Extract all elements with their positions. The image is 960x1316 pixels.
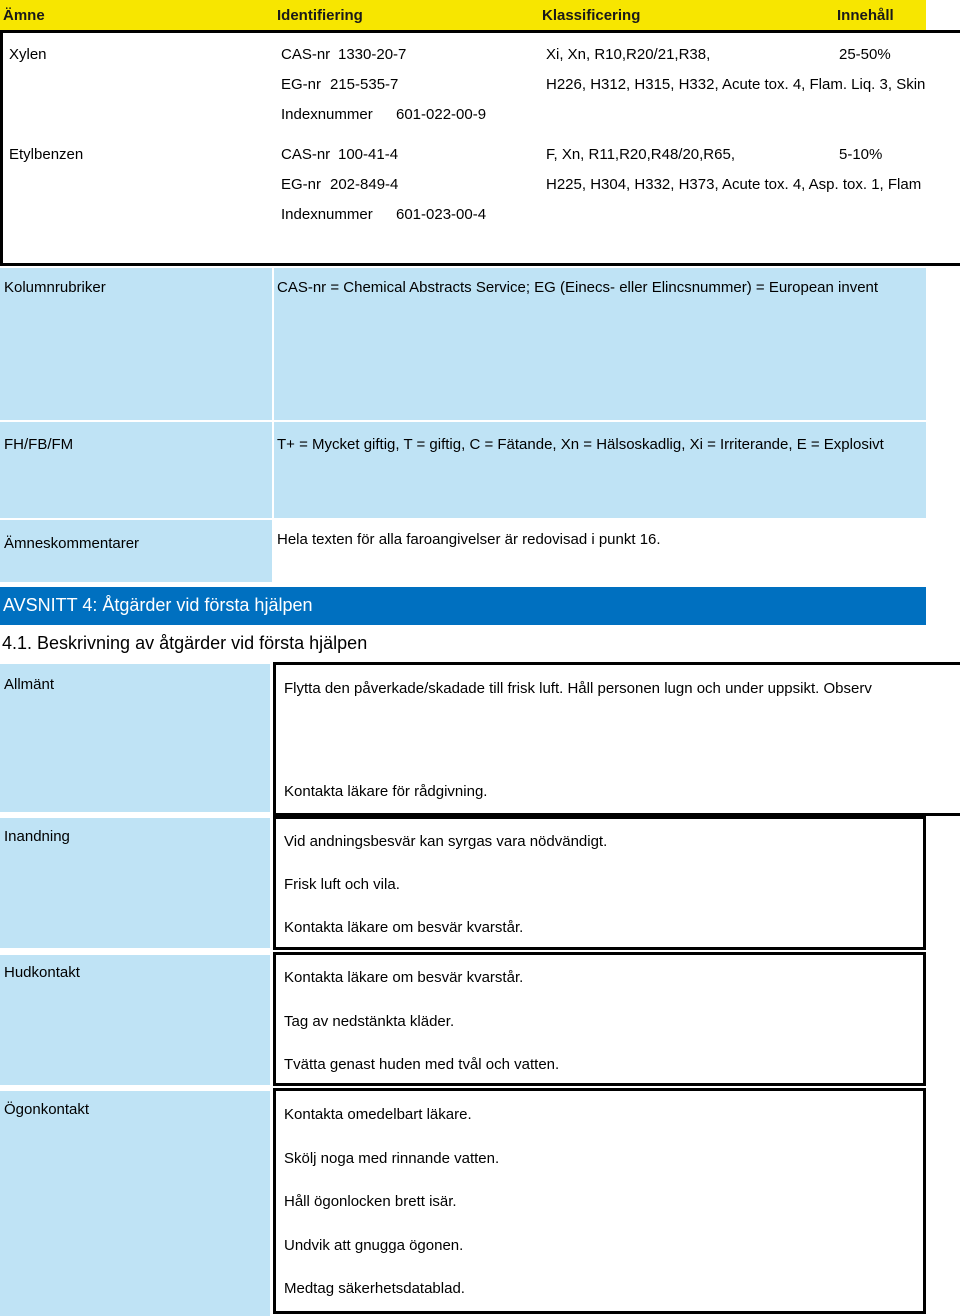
table-header — [0, 0, 926, 30]
cas-number: 100-41-4 — [338, 146, 399, 163]
section-title: AVSNITT 4: Åtgärder vid första hjälpen — [3, 595, 313, 615]
info-label: FH/FB/FM — [4, 436, 74, 453]
index-number: 601-023-00-4 — [396, 206, 487, 223]
index-label: Indexnummer — [281, 106, 373, 123]
cas-label: CAS-nr — [281, 146, 331, 163]
ogonkontakt-label-cell — [0, 1091, 270, 1316]
classification-h: H225, H304, H332, H373, Acute tox. 4, Asp. tox. 1, Flam — [546, 176, 922, 193]
index-number: 601-022-00-9 — [396, 106, 487, 123]
first-aid-line: Tag av nedstänkta kläder. — [284, 1013, 455, 1030]
first-aid-line: Kontakta läkare för rådgivning. — [284, 783, 488, 800]
first-aid-line: Tvätta genast huden med tvål och vatten. — [284, 1056, 560, 1073]
eg-number: 215-535-7 — [330, 76, 399, 93]
header-klassificering: Klassificering — [542, 7, 641, 24]
content-percent: 5-10% — [839, 146, 883, 163]
first-aid-label: Inandning — [4, 828, 70, 845]
index-label: Indexnummer — [281, 206, 373, 223]
first-aid-label: Ögonkontakt — [4, 1101, 90, 1118]
substance-name: Xylen — [9, 46, 47, 63]
classification-r: Xi, Xn, R10,R20/21,R38, — [546, 46, 711, 63]
classification-h: H226, H312, H315, H332, Acute tox. 4, Flam. Liq. 3, Skin — [546, 76, 926, 93]
first-aid-line: Frisk luft och vila. — [284, 876, 400, 893]
header-innehall: Innehåll — [837, 7, 894, 24]
substance-name: Etylbenzen — [9, 146, 84, 163]
info-text: Hela texten för alla faroangivelser är redovisad i punkt 16. — [277, 531, 661, 548]
classification-r: F, Xn, R11,R20,R48/20,R65, — [546, 146, 735, 163]
first-aid-label: Hudkontakt — [4, 964, 80, 981]
eg-label: EG-nr — [281, 76, 322, 93]
first-aid-line: Vid andningsbesvär kan syrgas vara nödvändigt. — [284, 833, 608, 850]
header-identifiering: Identifiering — [277, 7, 363, 24]
first-aid-line: Flytta den påverkade/skadade till frisk luft. Håll personen lugn och under uppsikt. Observ — [284, 680, 872, 697]
first-aid-line: Kontakta läkare om besvär kvarstår. — [284, 969, 524, 986]
first-aid-line: Skölj noga med rinnande vatten. — [284, 1150, 500, 1167]
eg-label: EG-nr — [281, 176, 322, 193]
header-amne: Ämne — [3, 7, 45, 24]
content-percent: 25-50% — [839, 46, 891, 63]
first-aid-line: Håll ögonlocken brett isär. — [284, 1193, 457, 1210]
first-aid-line: Medtag säkerhetsdatablad. — [284, 1280, 465, 1297]
substance-table — [0, 30, 960, 266]
info-text: T+ = Mycket giftig, T = giftig, C = Fätande, Xn = Hälsoskadlig, Xi = Irriterande, E = Explosivt — [277, 436, 884, 453]
cas-number: 1330-20-7 — [338, 46, 407, 63]
info-text: CAS-nr = Chemical Abstracts Service; EG (Einecs- eller Elincsnummer) = European invent — [277, 279, 879, 296]
cas-label: CAS-nr — [281, 46, 331, 63]
info-label: Ämneskommentarer — [4, 535, 140, 552]
first-aid-label: Allmänt — [4, 676, 55, 693]
first-aid-line: Kontakta omedelbart läkare. — [284, 1106, 472, 1123]
subsection-title: 4.1. Beskrivning av åtgärder vid första hjälpen — [2, 633, 368, 653]
first-aid-line: Kontakta läkare om besvär kvarstår. — [284, 919, 524, 936]
eg-number: 202-849-4 — [330, 176, 399, 193]
first-aid-line: Undvik att gnugga ögonen. — [284, 1237, 464, 1254]
section-header — [0, 587, 926, 625]
info-label: Kolumnrubriker — [4, 279, 106, 296]
